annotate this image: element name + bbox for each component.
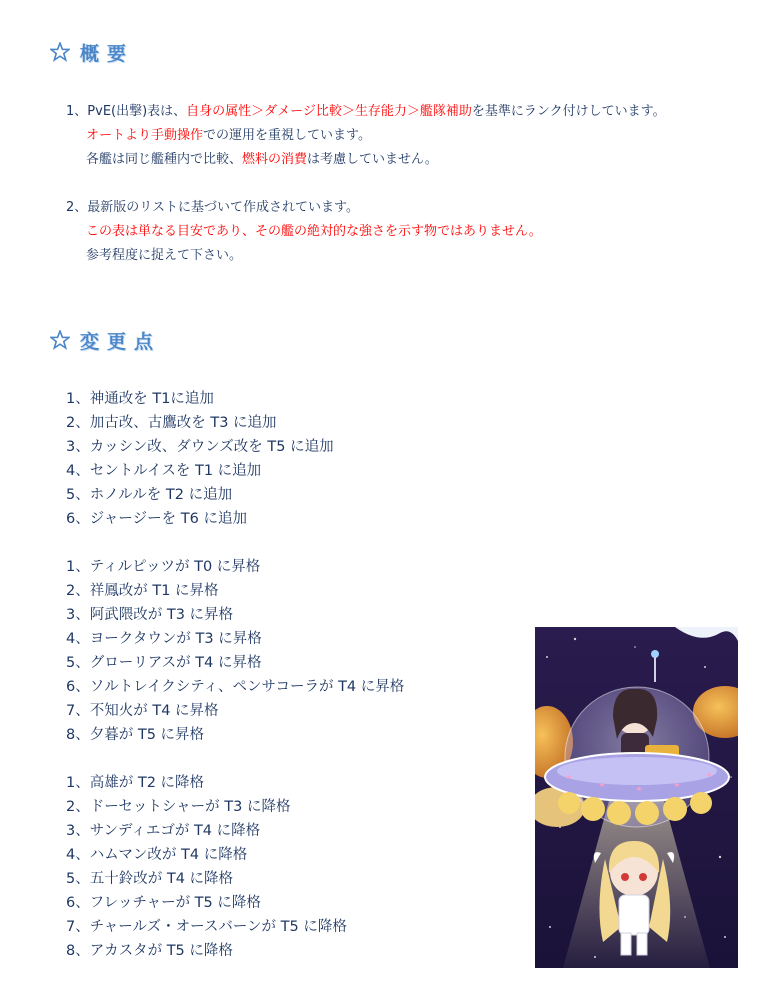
promoted-item: 3、阿武隈改が T3 に昇格 <box>66 607 234 623</box>
changes-heading-text: 変更点 <box>80 330 162 353</box>
overview-text: 最新版のリストに基づいて作成されています。 <box>87 200 359 215</box>
overview-text: 各艦は同じ艦種内で比較、 <box>86 152 243 167</box>
demoted-item: 7、チャールズ・オースバーンが T5 に降格 <box>66 919 347 935</box>
demoted-item: 3、サンディエゴが T4 に降格 <box>66 823 261 839</box>
overview-item-1-line-3 <box>66 148 666 172</box>
overview-heading-text: 概要 <box>80 42 135 65</box>
demoted-item: 1、高雄が T2 に降格 <box>66 775 205 791</box>
promoted-item: 5、グローリアスが T4 に昇格 <box>66 655 262 671</box>
promoted-item: 4、ヨークタウンが T3 に昇格 <box>66 631 262 647</box>
highlight-text: オートより手動操作 <box>86 128 204 143</box>
demoted-item: 2、ドーセットシャーが T3 に降格 <box>66 799 291 815</box>
overview-item-2-line-2: この表は単なる目安であり、その艦の絶対的な強さを示す物ではありません。 <box>86 224 542 239</box>
added-item: 5、ホノルルを T2 に追加 <box>66 487 233 503</box>
added-item: 4、セントルイスを T1 に追加 <box>66 463 262 479</box>
promoted-item: 2、祥鳳改が T1 に昇格 <box>66 583 219 599</box>
added-item: 2、加古改、古鷹改を T3 に追加 <box>66 415 277 431</box>
demoted-item: 6、フレッチャーが T5 に降格 <box>66 895 261 911</box>
promoted-item: 6、ソルトレイクシティ、ペンサコーラが T4 に昇格 <box>66 679 405 695</box>
overview-item-1-line-1 <box>66 100 666 124</box>
added-item: 1、神通改を T1に追加 <box>66 391 214 407</box>
star-icon <box>50 42 70 62</box>
demoted-item: 8、アカスタが T5 に降格 <box>66 943 233 959</box>
overview-item-2-line-3: 参考程度に捉えて下さい。 <box>86 248 243 263</box>
changes-heading <box>50 326 161 354</box>
added-list <box>66 387 404 531</box>
changes-list <box>66 387 404 963</box>
added-item: 3、カッシン改、ダウンズ改を T5 に追加 <box>66 439 334 455</box>
overview-text: を基準にランク付けしています。 <box>471 104 666 119</box>
overview-text: での運用を重視しています。 <box>203 128 371 143</box>
promoted-item: 8、夕暮が T5 に昇格 <box>66 727 205 743</box>
item-number: 2、 <box>66 200 88 215</box>
promoted-list <box>66 555 404 747</box>
demoted-item: 4、ハムマン改が T4 に降格 <box>66 847 248 863</box>
star-icon <box>50 330 70 350</box>
overview-text: は考慮していません。 <box>307 152 438 167</box>
overview-block <box>66 100 666 268</box>
item-number: 1、 <box>66 104 88 119</box>
highlight-text: 燃料の消費 <box>242 152 308 167</box>
demoted-item: 5、五十鈴改が T4 に降格 <box>66 871 234 887</box>
added-item: 6、ジャージーを T6 に追加 <box>66 511 247 527</box>
highlight-text: 自身の属性＞ダメージ比較＞生存能力＞艦隊補助 <box>186 104 472 119</box>
illustration-image <box>535 627 738 968</box>
overview-heading <box>50 38 134 66</box>
overview-item-2-line-1 <box>66 196 666 220</box>
overview-text: PvE(出撃)表は、 <box>87 104 187 119</box>
overview-item-1-line-2 <box>66 124 666 148</box>
promoted-item: 7、不知火が T4 に昇格 <box>66 703 219 719</box>
promoted-item: 1、ティルピッツが T0 に昇格 <box>66 559 261 575</box>
demoted-list <box>66 771 404 963</box>
